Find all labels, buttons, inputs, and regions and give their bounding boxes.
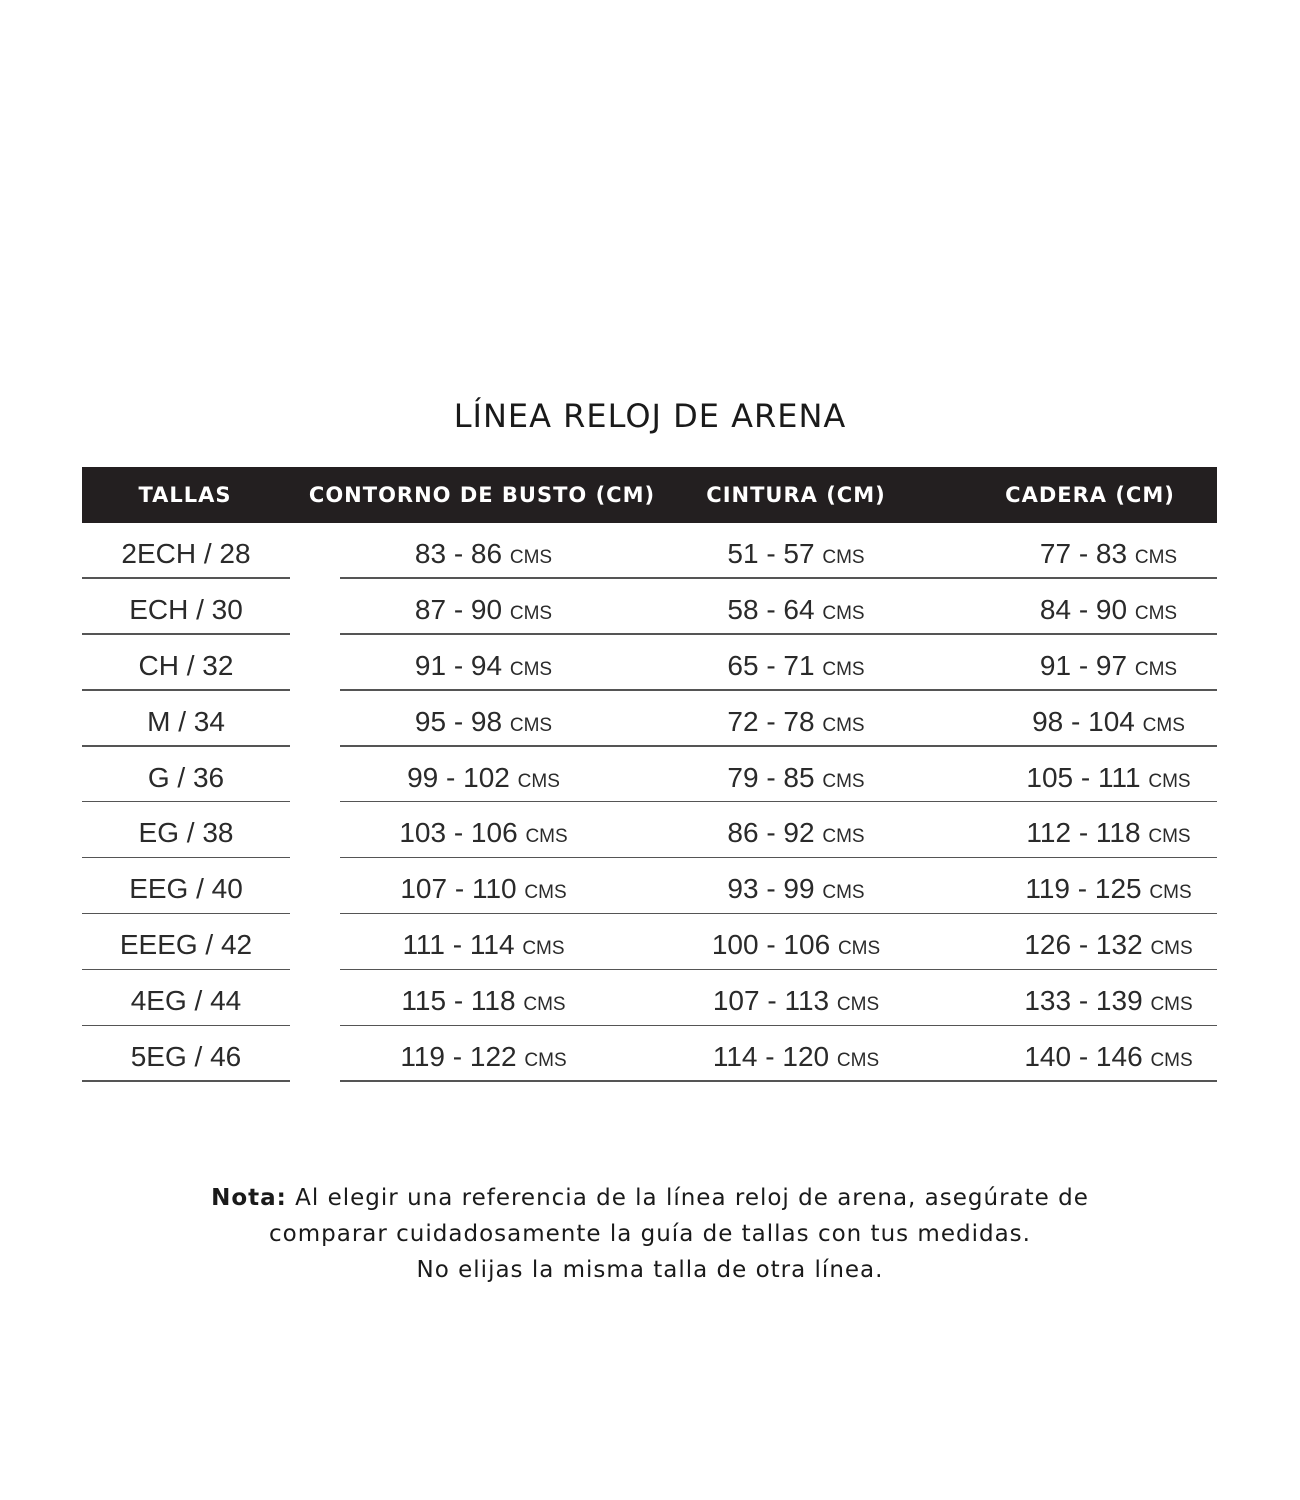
- size-cell: [82, 970, 290, 1025]
- bust-cell-value: 119 - 122: [400, 1041, 517, 1073]
- bust-cell-value: 107 - 110: [400, 873, 517, 905]
- waist-cell-value: 100 - 106: [711, 929, 831, 961]
- unit-label: CMS: [522, 938, 565, 960]
- table-row: [0, 914, 1300, 970]
- unit-label: CMS: [525, 826, 568, 848]
- unit-label: CMS: [822, 547, 865, 568]
- unit-label: CMS: [822, 826, 865, 848]
- unit-label: CMS: [509, 602, 553, 624]
- unit-label: CMS: [1150, 938, 1193, 960]
- unit-label: CMS: [836, 994, 880, 1016]
- size-cell: [82, 802, 290, 857]
- bust-cell-value: 99 - 102: [407, 761, 510, 793]
- hip-cell: [965, 691, 1252, 746]
- waist-cell-value: 86 - 92: [727, 817, 815, 849]
- unit-label: CMS: [509, 547, 553, 568]
- bust-cell: [340, 914, 627, 969]
- waist-cell-value: 58 - 64: [727, 593, 815, 625]
- unit-label: CMS: [524, 882, 567, 904]
- table-row: [0, 1026, 1300, 1082]
- unit-label: CMS: [1148, 826, 1191, 848]
- unit-label: CMS: [1134, 602, 1178, 624]
- size-cell: [82, 635, 290, 690]
- unit-label: CMS: [822, 658, 865, 680]
- waist-cell: [650, 635, 942, 690]
- waist-cell: [650, 747, 942, 802]
- bust-cell: [340, 579, 627, 634]
- hip-cell-value: 112 - 118: [1026, 817, 1141, 849]
- bust-cell: [340, 691, 627, 746]
- hip-cell-value: 98 - 104: [1032, 705, 1135, 737]
- hip-cell-value: 105 - 111: [1026, 761, 1141, 793]
- unit-label: CMS: [837, 938, 881, 960]
- hip-cell: [965, 635, 1252, 690]
- unit-label: CMS: [1150, 994, 1193, 1016]
- size-note: [0, 1180, 1300, 1288]
- table-row: [0, 635, 1300, 691]
- bust-cell: [340, 802, 627, 857]
- hip-cell: [965, 970, 1252, 1025]
- bust-cell-value: 83 - 86: [414, 538, 503, 569]
- hip-cell-value: 140 - 146: [1024, 1041, 1143, 1073]
- waist-cell: [650, 691, 942, 746]
- unit-label: CMS: [1134, 547, 1178, 568]
- waist-cell: [650, 858, 942, 913]
- note-line-2: comparar cuidadosamente la guía de tallas con tus medidas.: [269, 1221, 1031, 1247]
- header-bust: CONTORNO DE BUSTO (CM): [308, 483, 656, 507]
- table-row: [0, 523, 1300, 579]
- table-row: [0, 858, 1300, 914]
- size-cell-value: EEG / 40: [129, 873, 243, 905]
- hip-cell-value: 119 - 125: [1025, 873, 1142, 905]
- header-sizes: TALLAS: [138, 483, 232, 507]
- unit-label: CMS: [1149, 882, 1192, 904]
- hip-cell: [965, 1026, 1252, 1081]
- waist-cell-value: 65 - 71: [727, 649, 815, 681]
- size-table-body: [0, 523, 1300, 1082]
- table-row: [0, 970, 1300, 1026]
- hip-cell-value: 84 - 90: [1039, 593, 1128, 625]
- size-cell-value: 4EG / 44: [130, 985, 242, 1017]
- unit-label: CMS: [1142, 714, 1185, 736]
- hip-cell-value: 77 - 83: [1039, 538, 1128, 569]
- table-row: [0, 802, 1300, 858]
- size-cell: [82, 858, 290, 913]
- waist-cell-value: 51 - 57: [727, 538, 815, 569]
- size-cell: [82, 523, 290, 578]
- bust-cell: [340, 635, 627, 690]
- waist-cell: [650, 1026, 942, 1081]
- size-cell-value: EEEG / 42: [119, 929, 253, 961]
- waist-cell: [650, 802, 942, 857]
- note-line-1: Al elegir una referencia de la línea reloj de arena, asegúrate de: [286, 1185, 1089, 1211]
- hip-cell: [965, 802, 1252, 857]
- waist-cell: [650, 914, 942, 969]
- bust-cell: [340, 858, 627, 913]
- size-cell: [82, 691, 290, 746]
- size-cell: [82, 747, 290, 802]
- size-cell: [82, 579, 290, 634]
- unit-label: CMS: [822, 714, 865, 736]
- waist-cell-value: 93 - 99: [727, 873, 815, 905]
- hip-cell-value: 91 - 97: [1039, 649, 1128, 681]
- waist-cell-value: 107 - 113: [712, 985, 830, 1017]
- size-cell-value: EG / 38: [138, 817, 234, 849]
- bust-cell-value: 111 - 114: [402, 929, 515, 961]
- table-row: [0, 747, 1300, 803]
- bust-cell-value: 95 - 98: [414, 705, 503, 737]
- note-label: Nota:: [211, 1185, 287, 1211]
- bust-cell-value: 87 - 90: [414, 593, 503, 625]
- hip-cell: [965, 914, 1252, 969]
- size-cell-value: M / 34: [147, 705, 225, 737]
- size-cell: [82, 1026, 290, 1081]
- unit-label: CMS: [836, 1050, 880, 1072]
- bust-cell-value: 91 - 94: [414, 649, 503, 681]
- waist-cell: [650, 579, 942, 634]
- bust-cell: [340, 1026, 627, 1081]
- bust-cell: [340, 747, 627, 802]
- size-cell-value: CH / 32: [138, 649, 234, 681]
- note-line-3: No elijas la misma talla de otra línea.: [416, 1257, 884, 1283]
- unit-label: CMS: [509, 658, 553, 680]
- waist-cell: [650, 970, 942, 1025]
- table-row: [0, 691, 1300, 747]
- table-header: [82, 467, 1217, 523]
- unit-label: CMS: [1150, 1050, 1193, 1072]
- waist-cell-value: 72 - 78: [727, 705, 815, 737]
- hip-cell: [965, 747, 1252, 802]
- unit-label: CMS: [517, 770, 560, 792]
- unit-label: CMS: [1148, 770, 1191, 792]
- hip-cell: [965, 858, 1252, 913]
- bust-cell: [340, 523, 627, 578]
- unit-label: CMS: [822, 882, 865, 904]
- header-waist: CINTURA (CM): [706, 483, 886, 507]
- hip-cell-value: 126 - 132: [1024, 929, 1143, 961]
- bust-cell-value: 115 - 118: [401, 985, 516, 1017]
- hip-cell-value: 133 - 139: [1024, 985, 1143, 1017]
- size-cell-value: 2ECH / 28: [121, 538, 251, 569]
- waist-cell: [650, 523, 942, 578]
- bust-cell-value: 103 - 106: [399, 817, 518, 849]
- hip-cell: [965, 579, 1252, 634]
- waist-cell-value: 79 - 85: [727, 761, 815, 793]
- size-cell-value: ECH / 30: [129, 593, 243, 625]
- size-cell-value: 5EG / 46: [130, 1041, 242, 1073]
- unit-label: CMS: [822, 602, 865, 624]
- unit-label: CMS: [523, 994, 566, 1016]
- bust-cell: [340, 970, 627, 1025]
- size-cell: [82, 914, 290, 969]
- hip-cell: [965, 523, 1252, 578]
- page-title: LÍNEA RELOJ DE ARENA: [453, 397, 847, 436]
- row-divider: [340, 1080, 1217, 1082]
- unit-label: CMS: [1134, 658, 1178, 680]
- unit-label: CMS: [509, 714, 553, 736]
- waist-cell-value: 114 - 120: [712, 1041, 830, 1073]
- unit-label: CMS: [524, 1050, 567, 1072]
- row-divider: [82, 1080, 290, 1082]
- unit-label: CMS: [822, 770, 865, 792]
- header-hip: CADERA (CM): [1005, 483, 1175, 507]
- size-cell-value: G / 36: [147, 761, 225, 793]
- table-row: [0, 579, 1300, 635]
